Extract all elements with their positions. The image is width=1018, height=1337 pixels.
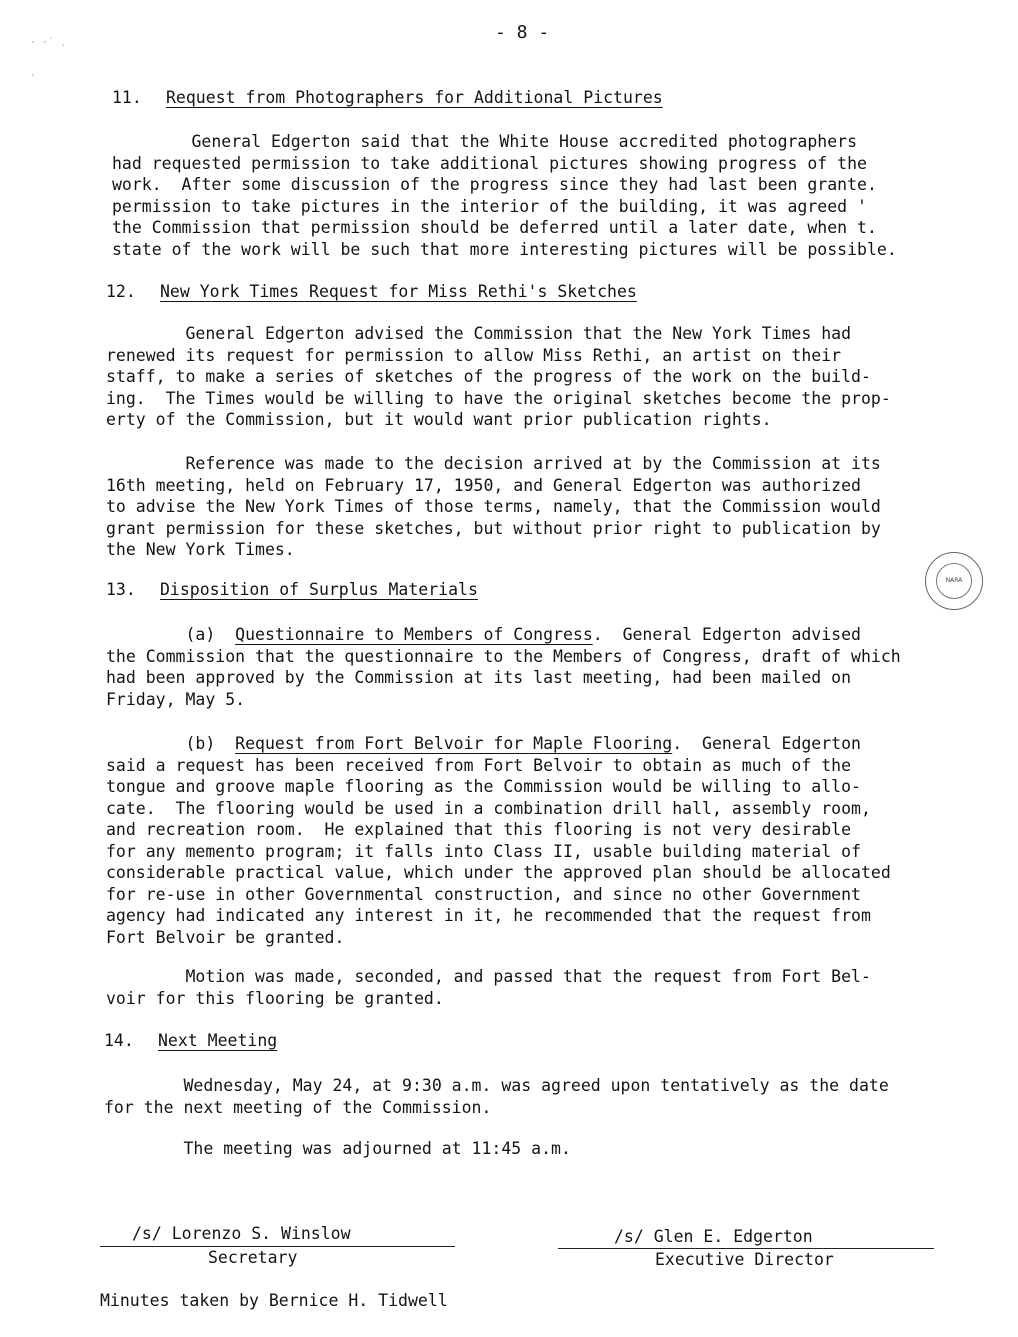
minutes-note: Minutes taken by Bernice H. Tidwell xyxy=(100,1291,448,1310)
body-line: to advise the New York Times of those terms, namely, that the Commission would xyxy=(106,497,881,516)
section-title: Next Meeting xyxy=(158,1031,278,1050)
body-line: voir for this flooring be granted. xyxy=(106,988,444,1008)
subsection-label: (b) xyxy=(106,734,236,753)
archive-stamp xyxy=(925,552,983,610)
section-12-paragraph-2 xyxy=(106,453,881,561)
section-number: 11. xyxy=(112,88,142,107)
stamp-text: NARA xyxy=(936,563,972,599)
body-line: 16th meeting, held on February 17, 1950, and General Edgerton was authorized xyxy=(106,475,861,495)
motion-paragraph xyxy=(106,966,871,1009)
subsection-a-title: Questionnaire to Members of Congress xyxy=(235,625,593,644)
body-line: and recreation room. He explained that this flooring is not very desirable xyxy=(106,820,852,839)
body-line: considerable practical value, which under the approved plan should be allocated xyxy=(106,863,891,882)
body-line: state of the work will be such that more interesting pictures will be possible. xyxy=(112,239,897,259)
body-line: for any memento program; it falls into Class II, usable building material of xyxy=(106,841,861,861)
section-11-body xyxy=(112,131,897,260)
body-line: Reference was made to the decision arrived at by the Commission at its xyxy=(106,454,881,473)
section-13-heading xyxy=(106,579,478,601)
adjourned-line: The meeting was adjourned at 11:45 a.m. xyxy=(104,1139,571,1158)
section-12-paragraph-1 xyxy=(106,323,891,431)
section-number: 14. xyxy=(104,1031,134,1050)
signature-left-name: /s/ Lorenzo S. Winslow xyxy=(132,1224,351,1243)
body-line: had been approved by the Commission at its last meeting, had been mailed on xyxy=(106,668,852,687)
section-title: Disposition of Surplus Materials xyxy=(160,580,478,599)
body-line: the Commission that permission should be deferred until a later date, when t. xyxy=(112,218,877,237)
body-line: ing. The Times would be willing to have the original sketches become the prop- xyxy=(106,388,891,408)
section-14-body xyxy=(104,1075,889,1118)
body-line: had requested permission to take additional pictures showing progress of the xyxy=(112,153,867,173)
body-line: General Edgerton said that the White House accredited photographers xyxy=(112,132,858,151)
body-line: the New York Times. xyxy=(106,540,295,559)
body-line xyxy=(106,624,901,646)
signature-right-role: Executive Director xyxy=(655,1250,834,1269)
signature-left-role: Secretary xyxy=(208,1248,298,1267)
subsection-a xyxy=(106,624,901,710)
section-title: Request from Photographers for Additional Pictures xyxy=(166,88,663,107)
subsection-b xyxy=(106,733,891,948)
body-line: work. After some discussion of the progress since they had last been grante. xyxy=(112,175,877,194)
section-title: New York Times Request for Miss Rethi's Sketches xyxy=(160,282,637,301)
signature-right-name: /s/ Glen E. Edgerton xyxy=(614,1227,813,1246)
body-line: Motion was made, seconded, and passed that the request from Fort Bel- xyxy=(106,967,871,986)
section-number: 12. xyxy=(106,282,136,301)
page-number: - 8 - xyxy=(495,22,550,43)
body-line: said a request has been received from Fort Belvoir to obtain as much of the xyxy=(106,755,852,775)
body-text: . General Edgerton xyxy=(672,734,861,753)
body-line: for the next meeting of the Commission. xyxy=(104,1097,492,1117)
body-line: the Commission that the questionnaire to the Members of Congress, draft of which xyxy=(106,646,901,666)
body-line: Fort Belvoir be granted. xyxy=(106,927,345,947)
subsection-label: (a) xyxy=(106,625,236,644)
scan-speck: · ·˙ ˌ xyxy=(30,37,67,48)
section-11-heading xyxy=(112,87,663,109)
section-number: 13. xyxy=(106,580,136,599)
scan-speck: ˌ xyxy=(30,67,37,78)
body-line: tongue and groove maple flooring as the Commission would be willing to allo- xyxy=(106,777,861,796)
body-line xyxy=(106,733,891,755)
section-12-heading xyxy=(106,281,637,303)
body-line: agency had indicated any interest in it, he recommended that the request from xyxy=(106,906,871,925)
body-line: General Edgerton advised the Commission that the New York Times had xyxy=(106,324,852,343)
body-line: renewed its request for permission to allow Miss Rethi, an artist on their xyxy=(106,345,842,365)
body-line: Wednesday, May 24, at 9:30 a.m. was agreed upon tentatively as the date xyxy=(104,1076,889,1095)
body-line: erty of the Commission, but it would want prior publication rights. xyxy=(106,410,772,429)
body-line: staff, to make a series of sketches of the progress of the work on the build- xyxy=(106,367,871,386)
body-text: . General Edgerton advised xyxy=(592,625,861,644)
body-line: for re-use in other Governmental construction, and since no other Government xyxy=(106,884,861,904)
body-line: permission to take pictures in the interior of the building, it was agreed ' xyxy=(112,196,867,216)
subsection-b-title: Request from Fort Belvoir for Maple Flooring xyxy=(235,734,673,753)
body-line: cate. The flooring would be used in a combination drill hall, assembly room, xyxy=(106,798,871,818)
section-14-heading xyxy=(104,1030,277,1052)
body-line: grant permission for these sketches, but without prior right to publication by xyxy=(106,518,881,538)
body-line: Friday, May 5. xyxy=(106,689,246,709)
